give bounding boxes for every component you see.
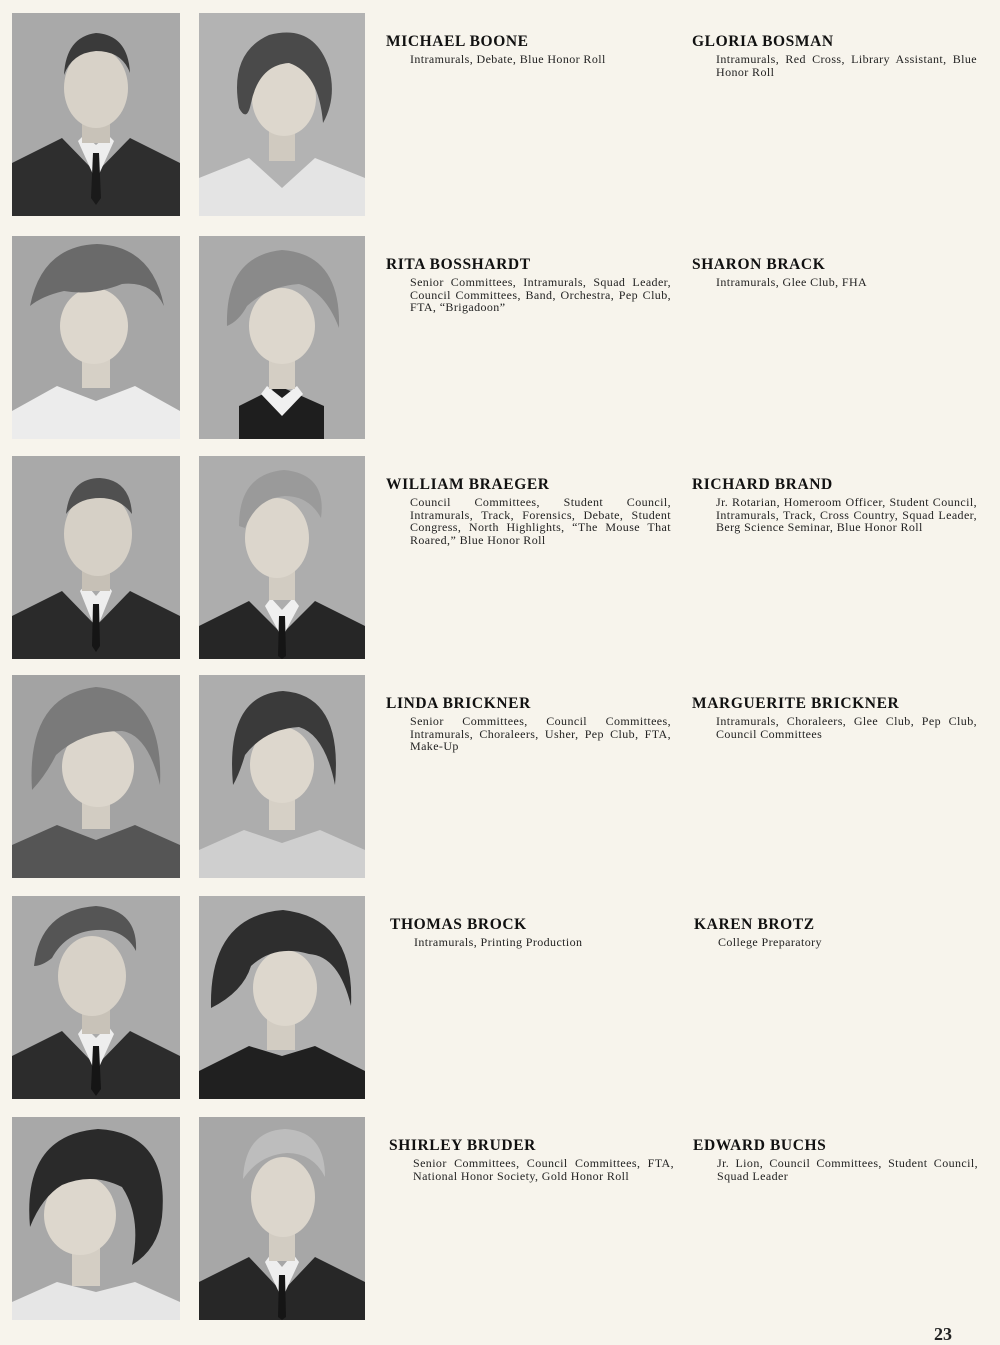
portrait-photo [199,456,365,659]
senior-row-2 [0,236,1000,441]
portrait-photo [199,896,365,1099]
portrait-photo [12,236,180,439]
student-activities: Intramurals, Debate, Blue Honor Roll [410,52,606,66]
student-entry [692,256,977,289]
senior-row-5 [0,896,1000,1101]
senior-row-6 [0,1117,1000,1322]
student-name: MARGUERITE BRICKNER [692,695,900,712]
portrait-photo [12,1117,180,1320]
senior-row-3 [0,456,1000,661]
student-entry [693,1137,978,1182]
student-entry [386,695,671,753]
student-name: RITA BOSSHARDT [386,256,531,273]
student-name: GLORIA BOSMAN [692,33,834,50]
student-name: RICHARD BRAND [692,476,833,493]
student-name: MICHAEL BOONE [386,33,529,50]
student-entry [389,1137,674,1182]
student-activities: Intramurals, Red Cross, Library Assistant, Blue Honor Roll [716,52,977,79]
portrait-photo [12,675,180,878]
student-activities: College Preparatory [718,935,822,949]
portrait-photo [199,675,365,878]
student-entry [386,256,671,314]
student-entry [694,916,979,949]
student-name: WILLIAM BRAEGER [386,476,550,493]
student-entry [386,33,671,66]
portrait-photo [199,13,365,216]
portrait-photo [12,456,180,659]
student-entry [390,916,675,949]
student-activities: Senior Committees, Council Committees, FTA, National Honor Society, Gold Honor Roll [413,1156,674,1183]
student-activities: Senior Committees, Intramurals, Squad Leader, Council Committees, Band, Orchestra, Pep Club, FTA, “Brigadoon” [410,275,671,315]
student-activities: Jr. Lion, Council Committees, Student Council, Squad Leader [717,1156,978,1183]
student-name: KAREN BROTZ [694,916,815,933]
student-activities: Intramurals, Printing Production [414,935,583,949]
portrait-photo [199,1117,365,1320]
portrait-photo [12,896,180,1099]
student-activities: Intramurals, Glee Club, FHA [716,275,868,289]
senior-row-1 [0,13,1000,218]
student-name: SHIRLEY BRUDER [389,1137,536,1154]
student-name: LINDA BRICKNER [386,695,531,712]
portrait-photo [12,13,180,216]
student-name: THOMAS BROCK [390,916,527,933]
student-entry [386,476,671,546]
student-entry [692,476,977,534]
student-entry [692,33,977,78]
student-activities: Intramurals, Choraleers, Glee Club, Pep Club, Council Committees [716,714,977,741]
student-entry [692,695,977,740]
student-name: EDWARD BUCHS [693,1137,827,1154]
student-name: SHARON BRACK [692,256,826,273]
senior-row-4 [0,675,1000,880]
student-activities: Council Committees, Student Council, Intramurals, Track, Forensics, Debate, Student Congress, North Highlights, “The Mouse That Roared,” Blue Honor Roll [410,495,671,547]
portrait-photo [199,236,365,439]
page-number: 23 [934,1324,952,1344]
student-activities: Jr. Rotarian, Homeroom Officer, Student Council, Intramurals, Track, Cross Country, Squad Leader, Berg Science Seminar, Blue Honor Roll [716,495,977,535]
student-activities: Senior Committees, Council Committees, Intramurals, Choraleers, Usher, Pep Club, FTA, Make-Up [410,714,671,754]
